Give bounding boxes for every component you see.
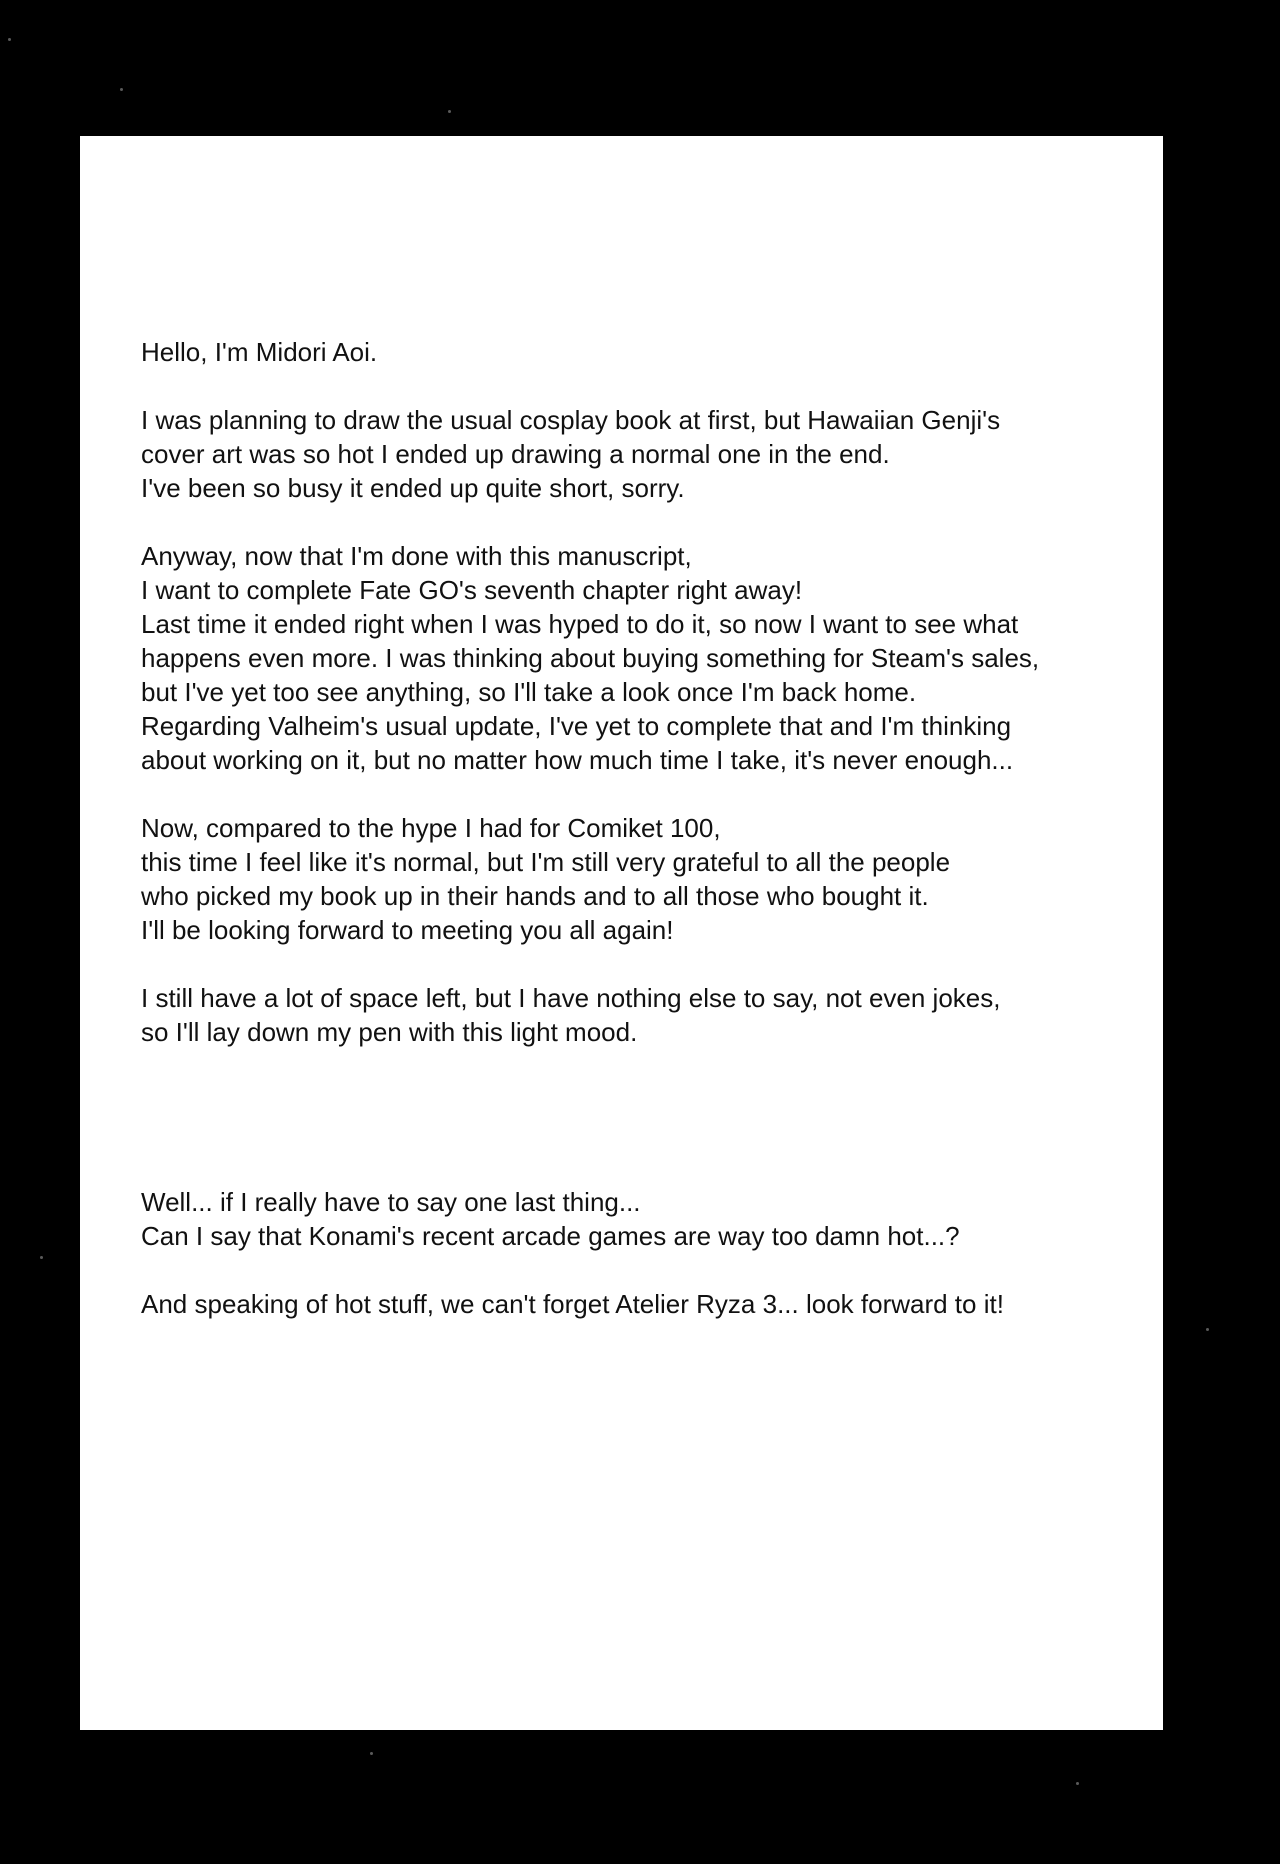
document-page xyxy=(80,136,1163,1730)
text-line: Hello, I'm Midori Aoi. xyxy=(141,337,378,367)
text-line: I'll be looking forward to meeting you all again! xyxy=(141,915,674,945)
paragraph-book-plan xyxy=(141,403,1141,505)
paragraph-games xyxy=(141,539,1141,777)
scan-speck xyxy=(448,110,451,113)
paragraph-closing xyxy=(141,981,1141,1049)
text-line: cover art was so hot I ended up drawing a normal one in the end. xyxy=(141,439,890,469)
text-line: And speaking of hot stuff, we can't forget Atelier Ryza 3... look forward to it! xyxy=(141,1289,1004,1319)
text-line: Can I say that Konami's recent arcade games are way too damn hot...? xyxy=(141,1221,960,1251)
paragraph-last-thing xyxy=(141,1185,1141,1253)
text-line: Now, compared to the hype I had for Comiket 100, xyxy=(141,813,721,843)
scan-speck xyxy=(8,38,11,41)
scan-speck xyxy=(1076,1782,1079,1785)
text-line: I've been so busy it ended up quite short, sorry. xyxy=(141,473,685,503)
text-line: so I'll lay down my pen with this light mood. xyxy=(141,1017,638,1047)
scan-speck xyxy=(40,1256,43,1259)
text-line: Regarding Valheim's usual update, I've yet to complete that and I'm thinking xyxy=(141,711,1012,741)
text-line: I was planning to draw the usual cosplay book at first, but Hawaiian Genji's xyxy=(141,405,1001,435)
paragraph-comiket xyxy=(141,811,1141,947)
scan-speck xyxy=(370,1752,373,1755)
text-line: I still have a lot of space left, but I have nothing else to say, not even jokes, xyxy=(141,983,1001,1013)
text-line: Anyway, now that I'm done with this manuscript, xyxy=(141,541,692,571)
text-line: but I've yet too see anything, so I'll take a look once I'm back home. xyxy=(141,677,917,707)
scan-speck xyxy=(120,88,123,91)
afterword-text xyxy=(141,335,1141,1355)
paragraph-atelier xyxy=(141,1287,1141,1321)
paragraph-greeting xyxy=(141,335,1141,369)
text-line: happens even more. I was thinking about buying something for Steam's sales, xyxy=(141,643,1040,673)
text-line: I want to complete Fate GO's seventh chapter right away! xyxy=(141,575,803,605)
text-line: this time I feel like it's normal, but I'm still very grateful to all the people xyxy=(141,847,951,877)
text-line: Well... if I really have to say one last thing... xyxy=(141,1187,641,1217)
text-line: about working on it, but no matter how much time I take, it's never enough... xyxy=(141,745,1014,775)
text-line: who picked my book up in their hands and to all those who bought it. xyxy=(141,881,929,911)
scan-speck xyxy=(1206,1328,1209,1331)
text-line: Last time it ended right when I was hyped to do it, so now I want to see what xyxy=(141,609,1019,639)
